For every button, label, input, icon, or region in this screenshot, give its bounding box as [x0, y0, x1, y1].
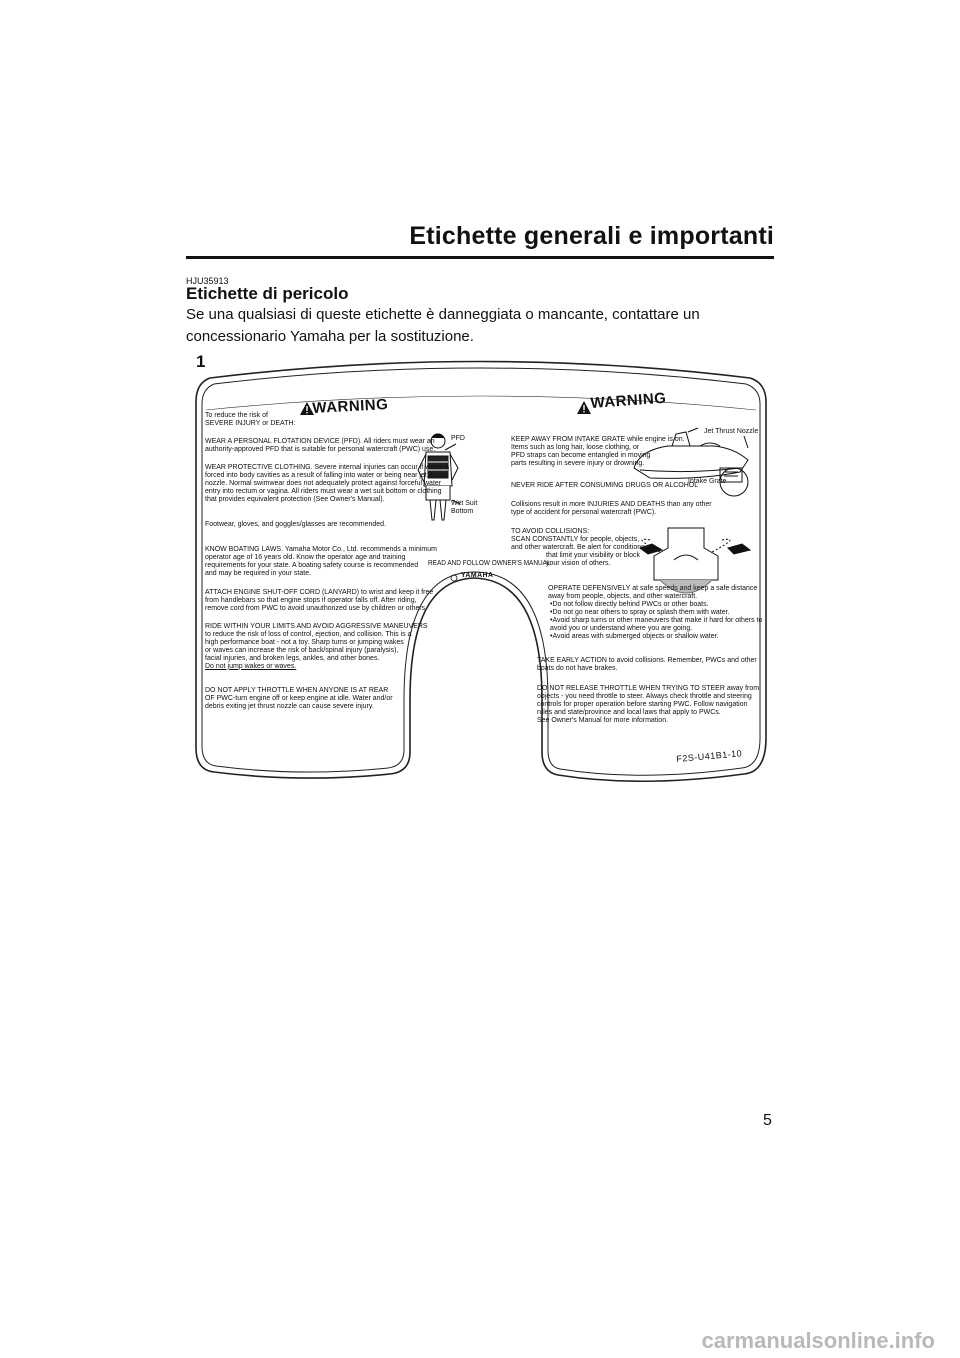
label-intro-line-1: To reduce the risk of — [205, 410, 268, 419]
footwear-line: Footwear, gloves, and goggles/glasses are recommended. — [205, 519, 386, 528]
pfd-paragraph-line-1: WEAR A PERSONAL FLOTATION DEVICE (PFD). All riders must wear an — [205, 436, 435, 445]
lanyard-paragraph-line-1: ATTACH ENGINE SHUT-OFF CORD (LANYARD) to wrist and keep it free — [205, 587, 434, 596]
defensive-bullet-3: •Avoid sharp turns or other maneuvers that make it hard for others to — [550, 615, 763, 624]
laws-paragraph-line-1: KNOW BOATING LAWS. Yamaha Motor Co., Ltd. recommends a minimum — [205, 544, 437, 553]
pfd-label: PFD — [451, 433, 465, 442]
intake-grate-label: Intake Grate — [688, 476, 727, 485]
defensive-paragraph-line-1: OPERATE DEFENSIVELY at safe speeds and keep a safe distance — [548, 583, 758, 592]
defensive-paragraph-line-2: away from people, objects, and other watercraft. — [548, 591, 698, 600]
warning-triangle-icon-right — [577, 401, 591, 414]
drugs-alcohol-line: NEVER RIDE AFTER CONSUMING DRUGS OR ALCOHOL — [511, 480, 699, 489]
collisions-paragraph-line-2: type of accident for personal watercraft (PWC). — [511, 507, 657, 516]
laws-paragraph-line-4: and may be required in your state. — [205, 568, 312, 577]
clothing-paragraph-line-3: nozzle. Normal swimwear does not adequately protect against forceful water — [205, 478, 442, 487]
early-action-line-2: boats do not have brakes. — [537, 663, 618, 672]
collisions-paragraph-line-1: Collisions result in more INJURIES AND DEATHS than any other — [511, 499, 712, 508]
section-title: Etichette di pericolo — [186, 284, 349, 303]
release-throttle-line-4: rules and state/province and local laws that apply to PWCs. — [537, 707, 721, 716]
limits-paragraph-line-3: high performance boat - not a toy. Sharp turns or jumping wakes — [205, 637, 404, 646]
pfd-paragraph-line-2: authority-approved PFD that is suitable for personal watercraft (PWC) use. — [205, 444, 436, 453]
warning-heading-left: WARNING — [311, 396, 389, 417]
limits-paragraph-line-4: or waves can increase the risk of back/spinal injury (paralysis), — [205, 645, 399, 654]
label-part-number: F2S-U41B1-10 — [675, 748, 743, 764]
defensive-bullet-3-cont: avoid you or understand where you are going. — [550, 623, 693, 632]
warning-heading-right: WARNING — [589, 389, 667, 412]
section-body: Se una qualsiasi di queste etichette è danneggiata o mancante, contattare un concessionario Yamaha per la sostituzione. — [186, 306, 700, 345]
limits-paragraph-line-2: to reduce the risk of loss of control, ejection, and collision. This is a — [205, 629, 412, 638]
clothing-paragraph-line-4: entry into rectum or vagina. All riders must wear a wet suit bottom or clothing — [205, 486, 442, 495]
clothing-paragraph-line-1: WEAR PROTECTIVE CLOTHING. Severe internal injuries can occur if water is — [205, 462, 450, 471]
clothing-paragraph-line-5: that provides equivalent protection (See Owner's Manual). — [205, 494, 385, 503]
visibility-line-1: that limit your visibility or block — [546, 550, 640, 559]
avoid-collisions-line-3: and other watercraft. Be alert for conditions — [511, 542, 645, 551]
jump-wakes-line: Do not jump wakes or waves. — [205, 661, 297, 670]
laws-paragraph-line-3: requirements for your state. A boating safety course is recommended — [205, 560, 419, 569]
yamaha-brand-text: YAMAHA — [461, 570, 494, 579]
limits-paragraph-line-1: RIDE WITHIN YOUR LIMITS AND AVOID AGGRESSIVE MANEUVERS — [205, 621, 428, 630]
site-watermark: carmanualsonline.info — [701, 1328, 935, 1353]
clothing-paragraph-line-2: forced into body cavities as a result of falling into water or being near jet thrust — [205, 470, 447, 479]
lanyard-paragraph-line-3: remove cord from PWC to avoid unauthorized use by children or others. — [205, 603, 428, 612]
throttle-rear-line-2: OF PWC-turn engine off or keep engine at idle. Water and/or — [205, 693, 393, 702]
avoid-collisions-line-1: TO AVOID COLLISIONS: — [511, 526, 590, 535]
figure-number: 1 — [196, 352, 206, 371]
lanyard-paragraph-line-2: from handlebars so that engine stops if operator falls off. After riding, — [205, 595, 417, 604]
early-action-line-1: TAKE EARLY ACTION to avoid collisions. Remember, PWCs and other — [537, 655, 757, 664]
yamaha-logo-icon — [451, 575, 457, 581]
defensive-bullet-1: •Do not follow directly behind PWCs or other boats. — [550, 599, 709, 608]
page-header-title: Etichette generali e importanti — [409, 222, 774, 250]
defensive-bullet-4: •Avoid areas with submerged objects or shallow water. — [550, 631, 719, 640]
throttle-rear-line-1: DO NOT APPLY THROTTLE WHEN ANYONE IS AT REAR — [205, 685, 389, 694]
section-code: HJU35913 — [186, 276, 229, 286]
intake-paragraph-line-1: KEEP AWAY FROM INTAKE GRATE while engine is on. — [511, 434, 685, 443]
release-throttle-line-5: See Owner's Manual for more information. — [537, 715, 669, 724]
visibility-line-2: your vision of others. — [546, 558, 611, 567]
intake-paragraph-line-4: parts resulting in severe injury or drowning. — [511, 458, 645, 467]
wet-suit-label-line-1: Wet Suit — [451, 498, 478, 507]
label-intro-line-2: SEVERE INJURY or DEATH: — [205, 418, 296, 427]
read-manual-line: READ AND FOLLOW OWNER'S MANUAL — [428, 560, 551, 567]
avoid-collisions-line-2: SCAN CONSTANTLY for people, objects, — [511, 534, 640, 543]
intake-paragraph-line-3: PFD straps can become entangled in moving — [511, 450, 651, 459]
wet-suit-label-line-2: Bottom — [451, 506, 474, 515]
release-throttle-line-2: objects - you need throttle to steer. Always check throttle and steering — [537, 691, 752, 700]
release-throttle-line-3: controls for proper operation before starting PWC. Follow navigation — [537, 699, 748, 708]
page-number: 5 — [763, 1112, 772, 1129]
throttle-rear-line-3: debris exiting jet thrust nozzle can cause severe injury. — [205, 701, 374, 710]
defensive-bullet-2: •Do not go near others to spray or splash them with water. — [550, 607, 730, 616]
intake-paragraph-line-2: Items such as long hair, loose clothing, or — [511, 442, 640, 451]
laws-paragraph-line-2: operator age of 16 years old. Know the operator age and training — [205, 552, 406, 561]
jet-thrust-nozzle-label: Jet Thrust Nozzle — [704, 426, 759, 435]
release-throttle-line-1: DO NOT RELEASE THROTTLE WHEN TRYING TO STEER away from — [537, 683, 760, 692]
limits-paragraph-line-5: facial injuries, and broken legs, ankles, and other bones. — [205, 653, 380, 662]
